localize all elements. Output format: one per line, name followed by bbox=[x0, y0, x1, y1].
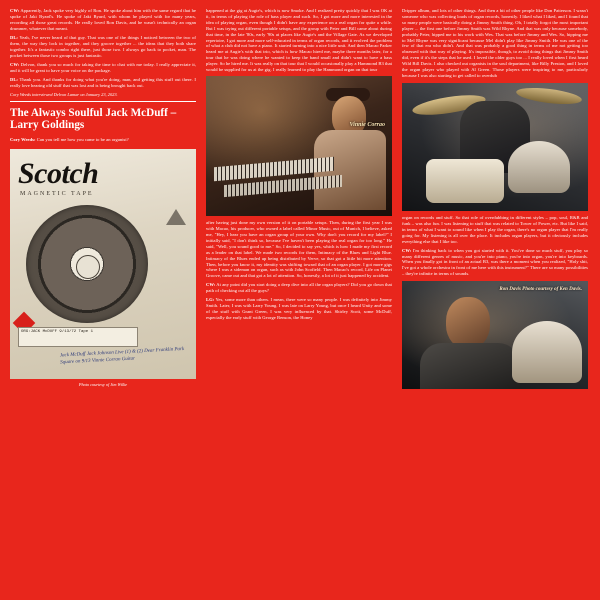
speaker-label: Cory Weeds: bbox=[10, 136, 36, 142]
speaker-label: CW: bbox=[206, 282, 216, 288]
paragraph bbox=[206, 282, 392, 294]
paragraph-text: happened at the gig at Augie's, which is now Smoke. And I realized pretty quickly that I was OK at it, in terms of playing the role of bass player and such. So, I got more and more interested in the idea of playing organ, even though I didn't have any experience on a real organ for quite a while. But I was trying out different portable setups, and the group with Peter and Bill came about during that time, in the late '80s, early '90s at places like Augie's and the Village Gate. As we developed repertoire, I got more and more self-educated in terms of organ records, and it evolved the problem of what a club did not have a piano. It started turning into a nice little unit. And then Macao Parker heard me at Augie's with that trio, which is how Macao hired me, maybe three months later, for a tour that he was doing where he wanted to keep the band small and didn't want to have a bass player. So he hired me. It was really on that tour that I would occasionally play a Hammond B3 that would be supplied for us at the gig. I really learned to play the Hammond organ on that tour bbox=[206, 8, 392, 73]
interview-credit: Cory Weeds interviewed Delvon Lamar on January 23, 2023. bbox=[10, 91, 118, 97]
drummer-photo bbox=[402, 83, 588, 211]
paragraph bbox=[10, 77, 196, 89]
headline-rule bbox=[10, 101, 196, 102]
column-2 bbox=[206, 8, 392, 592]
paragraph-text: Dripper album, and lots of other things. And then a bit of other people like Don Patterson. I wasn't someone who was collecting loads of organ records, honestly. I liked what I liked, and I found that so many people were basically doing a Jimmy Smith thing. Oh, I totally forgot the most important player ... the first one before Jimmy Smith was Wild Rhyne. And that was only because somebody, probably Peter, hipped me to his work with Wes. That was before Jimmy and Wes. So, hipping me to Mel Rhyne was very significant because Mel didn't play like Jimmy Smith. He was one of the few of that era who didn't. And that was probably a good thing in terms of me not getting too obsessed with that way of playing. It's impossible, though, to avoid doing things that Jimmy Smith did, even if it's the steps that he used. I loved the older guys too ... I really loved when I first heard Wild Bill Davis. I also checked out organists in the soul department, like Billy Preston, and I loved the organ player who played with Al Green. Those players were inspiring to me, particularly because I was also starting to get called to overdub bbox=[402, 8, 588, 78]
cymbal-right bbox=[515, 85, 582, 107]
paragraph bbox=[206, 8, 392, 73]
tape-subbrand-label: MAGNETIC TAPE bbox=[20, 190, 94, 197]
drum-shape bbox=[512, 321, 582, 383]
speaker-label: DL: bbox=[10, 76, 18, 82]
paragraph bbox=[10, 35, 196, 59]
ron-davis-photo bbox=[402, 281, 588, 389]
paragraph bbox=[402, 8, 588, 79]
organ-player-photo bbox=[206, 76, 392, 216]
speaker-label: DL: bbox=[10, 34, 18, 40]
paragraph bbox=[402, 215, 588, 245]
paragraph-text: Delvon, thank you so much for taking the time to chat with me today. I really appreciate it, and it will be great to have your voice on the package. bbox=[10, 61, 196, 73]
paragraph-text: Can you tell me how you came to be an organist? bbox=[35, 136, 129, 142]
tape-box-photo bbox=[10, 149, 196, 379]
paragraph bbox=[402, 248, 588, 278]
paragraph-text: At any point did you start doing a deep dive into all the organ players? Did you go down that path of checking out all the guys? bbox=[206, 282, 392, 294]
three-column-layout bbox=[10, 8, 590, 592]
paragraph bbox=[10, 8, 196, 32]
photo-caption: Vinnie Corrao bbox=[349, 122, 385, 129]
photo-credit: Photo courtesy of Jim Wilke bbox=[78, 381, 128, 387]
speaker-label: CW: bbox=[10, 61, 20, 67]
paragraph bbox=[206, 220, 392, 279]
tape-reel-hub bbox=[76, 255, 100, 279]
column-3 bbox=[402, 8, 588, 592]
tape-label-text: ORG:JACK McDUFF 9/13/72 Tape 1 bbox=[18, 327, 138, 347]
article-headline: The Always Soulful Jack McDuff – Larry Goldings bbox=[10, 106, 177, 132]
paragraph-text: I'm thinking back to when you got started with it. You've done so much stuff, you play so many different genres of music, and you're into piano, you're into organ, you're into keyboards. When you finally got in front of an actual B3, was there a moment when you realized, "Holy shit, I've got a whole orchestra in front of me here with this instrument?" There are so many possibilities – they're infinite in terms of sounds. bbox=[402, 247, 588, 277]
paragraph-text: Apparently, Jack spoke very highly of Ron. He spoke about him with the same regard that he spoke of Jaki Byard's. He spoke of Jaki Byard, with whom he played with for many years, recording all those great records. He really loved Ron Davis, and he wasn't technically an organ drummer, whatever that meant. bbox=[10, 8, 196, 31]
paragraph bbox=[206, 297, 392, 321]
tape-brand-label: Scotch bbox=[18, 156, 99, 190]
tape-arrow-icon bbox=[166, 209, 186, 225]
paragraph-text: organ on records and stuff. So that role of overdubbing in different styles – pop, soul, R&B and funk – was also fun. I was listening to stuff that was related to Tower of Power, etc. But like I said, in terms of what I want to sound like when I play the organ, there's no organ player that I'm really going for. My listening is all over the place. It includes organ players, but it obviously includes everything else that I like too. bbox=[402, 214, 588, 244]
column-1 bbox=[10, 8, 196, 592]
tape-handwriting: Jack McDuff Jack Johnson Live (1) & (2) Dear Franklin Park Square on 9/13 Vinnie Corrao Guitar bbox=[59, 346, 185, 366]
paragraph bbox=[10, 62, 196, 74]
paragraph-text: after having just done my own version of it on portable setups. Then, during the first year I was with Macao, his producer, who owned a label called Minor Music, out of Munich, I believe, asked me, "Hey, I hear you have an organ group of your own. Why don't you record for my label?" I initially said, "I don't think so, because I've haven't been playing the real organ for too long." He said, "Well, you sound good to me." So, I decided to say yes, which is how I made my first record as a leader on that label. We made two records for them, Intimacy of the Blues and Light Blue. Intimacy of the Blues ended up being distributed by Verve, so that got a little bit more attention. Then, before you know it, my identity was shifting toward that of an organ player. I got more gigs where I was a sideman on organ, such as with John Scofield. Then Macao's record, Life on Planet Groove, came out and that got a lot of attention. So, honestly, a lot of it just happened by accident. bbox=[206, 220, 392, 279]
head-shape bbox=[446, 297, 490, 349]
paragraph bbox=[10, 137, 196, 143]
photo-caption: Ron Davis Photo courtesy of Ken Davis. bbox=[499, 287, 582, 293]
speaker-label: LG: bbox=[206, 297, 215, 303]
paragraph-text: Thank you. And thanks for doing what you're doing, man, and getting this stuff out there. I really love hearing old stuff that was lost and is being brought back out. bbox=[10, 76, 196, 88]
paragraph-text: Yeah, I've never heard of that guy. That was one of the things I noticed between the two of them, the way they lock in together, and they groove together ... the ideas that they both share together. It's a fantastic combo right there, just those two. I always go back to pocket, man. The pocket between those two groups is just fantastic. bbox=[10, 34, 196, 58]
paragraph-text: Yes, some more than others. I mean, there were so many people. I was definitely into Jimmy Smith. Later, I was with Larry Young. I was late on Larry Young, but once I heard Unity and some of the stuff with Grant Green, I was very influenced by that. Shirley Scott, some McDuff, especially the early stuff with George Benson, the Honey bbox=[206, 297, 392, 321]
floor-tom bbox=[508, 141, 570, 193]
speaker-label: CW: bbox=[402, 247, 412, 253]
speaker-label: CW: bbox=[10, 8, 20, 13]
torso-shape bbox=[420, 343, 520, 389]
snare-drum bbox=[426, 159, 504, 203]
